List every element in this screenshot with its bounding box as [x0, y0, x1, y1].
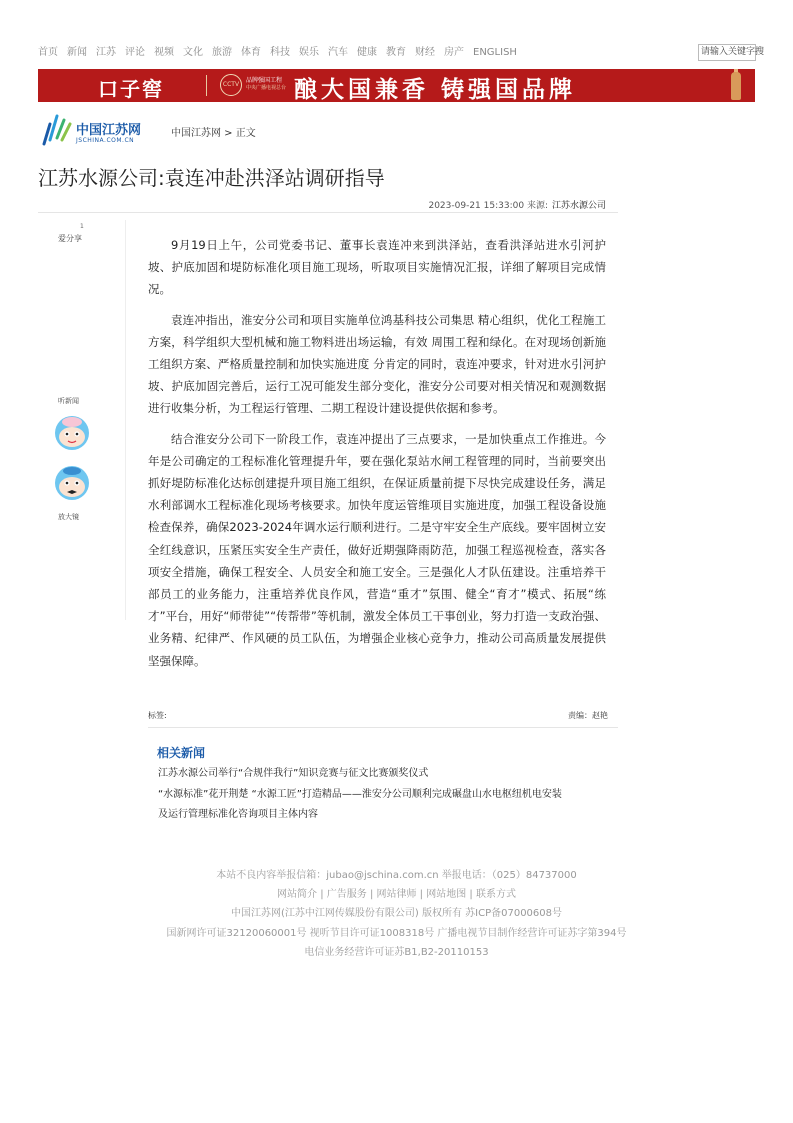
related-news-item-2-cont[interactable]: 及运行管理标准化咨询项目主体内容 — [158, 809, 318, 820]
site-footer — [100, 866, 693, 962]
banner-slogan: 酿大国兼香 铸强国品牌 — [294, 76, 577, 103]
related-news-item-2[interactable]: “水源标准”花开荆楚 “水源工匠”打造精品——淮安分公司顺利完成碾盘山水电枢纽机电安装 — [158, 788, 562, 800]
cctv-line1: 品牌强国工程 — [246, 77, 283, 84]
footer-report: 本站不良内容举报信箱：jubao@jschina.com.cn 举报电话：（025）84737000 — [216, 870, 577, 881]
article-paragraph-3: 结合淮安分公司下一阶段工作，袁连冲提出了三点要求，一是加快重点工作推进。今年是公司确定的工程标准化管理提升年，要在强化泵站水闸工程管理的同时，当前要突出抓好堤防标准化达标创建提升项目施工组织，在保证质量前提下尽快完成建设任务，满足水利部调水工程标准化现场考核要求。加快年度运管维项目实施进度，加强工程设备设施检查保养，确保2023-2024年调水运行顺利进行。二是守牢安全生产底线。要牢固树立安全红线意识，压紧压实安全生产责任，做好近期强降雨防范，加强工程巡视检查，落实各项安全措施，确保工程安全、人员安全和施工安全。三是强化人才队伍建设。注重培养干部员工的业务能力，注重培养优良作风，营造“重才”氛围、健全“育才”模式、拓展“练才”平台，用好“师带徒”“传帮带”等机制，激发全体员工干事创业，努力打造一支政治强、业务精、纪律严、作风硬的员工队伍，为增强企业核心竞争力，推动公司高质量发展提供坚强保障。 — [148, 431, 606, 668]
tags-row — [148, 710, 608, 726]
footer-licenses: 国新网许可证32120060001号 视听节目许可证1008318号 广播电视节目制作经营许可证苏字第394号 — [166, 927, 627, 939]
share-button[interactable]: 爱分享 — [58, 234, 82, 243]
page-title: 江苏水源公司:袁连冲赴洪泽站调研指导 — [38, 166, 385, 190]
tags-label: 标签: — [148, 711, 167, 720]
search-input[interactable]: 请输入关键字搜 — [698, 44, 756, 61]
nav-item-health[interactable]: 健康 — [357, 47, 377, 58]
article-datetime: 2023-09-21 15:33:00 — [428, 201, 525, 211]
cctv-badge — [220, 73, 292, 98]
site-logo-text[interactable]: 中国江苏网 — [76, 123, 142, 138]
banner-ad[interactable] — [38, 69, 755, 102]
article-meta — [428, 198, 606, 211]
article-paragraph-2: 袁连冲指出，淮安分公司和项目实施单位鸿基科技公司集思 精心组织，优化工程施工方案，科学组织大型机械和施工物料进出场运输，有效 周围工程和绿化。在对现场创新施工组织方案、严格质量控制和加快实施进度 分肯定的同时，袁连冲要求，针对进水引河护坡、护底加固完善后，运行工况可能发生部分变化，淮安分公司要对相关情况和观测数据进行收集分析，为工程运行管理、二期工程设计建设提供依据和参考。 — [148, 312, 606, 416]
bottle-icon — [731, 72, 741, 100]
nav-item-auto[interactable]: 汽车 — [328, 47, 348, 58]
nav-item-culture[interactable]: 文化 — [183, 47, 203, 58]
nav-item-travel[interactable]: 旅游 — [212, 47, 232, 58]
nav-item-english[interactable]: ENGLISH — [473, 47, 517, 58]
banner-brand: 口子窖 — [98, 77, 164, 101]
site-logo-icon[interactable] — [40, 110, 72, 146]
source-label: 来源: — [526, 201, 548, 211]
share-count: 1 — [80, 223, 84, 230]
nav-item-tech[interactable]: 科技 — [270, 47, 290, 58]
footer-copyright: 中国江苏网(江苏中江网传媒股份有限公司) 版权所有 苏ICP备07000608号 — [230, 908, 563, 920]
site-header — [40, 110, 440, 150]
article-source[interactable]: 江苏水源公司 — [551, 201, 606, 211]
listen-news-icon[interactable] — [52, 412, 92, 452]
editor-label: 责编：赵艳 — [568, 711, 608, 720]
nav-list — [38, 44, 756, 62]
listen-label: 听新闻 — [58, 397, 79, 405]
magnify-label: 放大镜 — [58, 513, 79, 521]
site-logo-sub: JSCHINA.COM.CN — [76, 137, 135, 144]
nav-item-sports[interactable]: 体育 — [241, 47, 261, 58]
nav-item-education[interactable]: 教育 — [386, 47, 406, 58]
top-nav — [38, 44, 765, 62]
banner-divider — [206, 75, 207, 96]
cctv-logo-icon: CCTV — [220, 74, 242, 96]
magnifier-icon[interactable] — [52, 462, 92, 502]
nav-item-house[interactable]: 房产 — [444, 47, 464, 58]
nav-item-entertainment[interactable]: 娱乐 — [299, 47, 319, 58]
nav-item-comment[interactable]: 评论 — [125, 47, 145, 58]
article-tools — [38, 220, 126, 620]
nav-item-news[interactable]: 新闻 — [67, 47, 87, 58]
cctv-line2: 中央广播电视总台 — [246, 85, 287, 91]
footer-telecom-license: 电信业务经营许可证苏B1,B2-20110153 — [304, 946, 489, 958]
footer-links[interactable]: 网站简介 | 广告服务 | 网站律师 | 网站地图 | 联系方式 — [277, 889, 516, 901]
meta-divider — [38, 212, 618, 213]
breadcrumb[interactable]: 中国江苏网 > 正文 — [171, 128, 256, 139]
tags-divider — [148, 727, 618, 728]
related-news-list — [158, 764, 618, 826]
article-body — [148, 234, 606, 680]
nav-item-jiangsu[interactable]: 江苏 — [96, 47, 116, 58]
nav-item-finance[interactable]: 财经 — [415, 47, 435, 58]
related-news-title: 相关新闻 — [157, 746, 206, 760]
related-news-item-1[interactable]: 江苏水源公司举行“合规伴我行”知识竞赛与征文比赛颁奖仪式 — [158, 768, 429, 779]
nav-item-home[interactable]: 首页 — [38, 47, 58, 58]
article-paragraph-1: 9月19日上午，公司党委书记、董事长袁连冲来到洪泽站，查看洪泽站进水引河护坡、护底加固和堤防标准化项目施工现场，听取项目实施情况汇报，详细了解项目完成情况。 — [148, 238, 606, 297]
nav-item-video[interactable]: 视频 — [154, 47, 174, 58]
